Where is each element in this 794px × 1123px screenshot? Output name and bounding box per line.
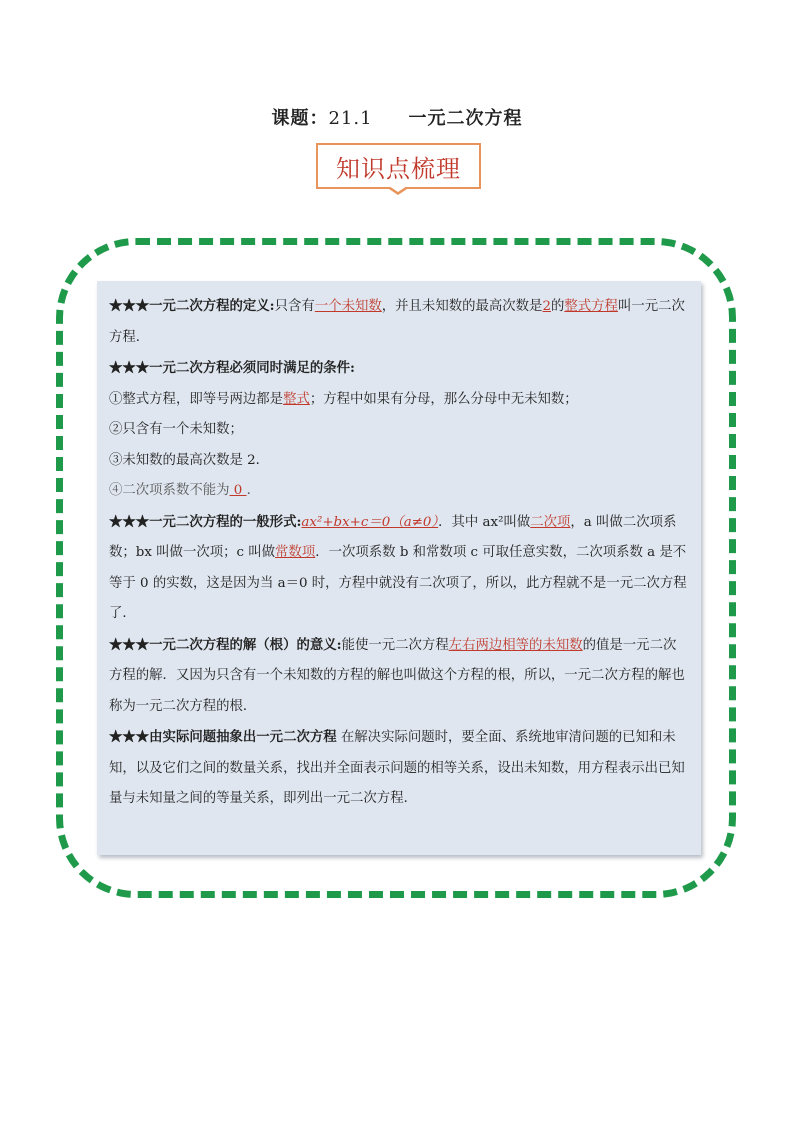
- answer-blank: 整式方程: [564, 299, 618, 314]
- conditions-heading-paragraph: [109, 353, 689, 385]
- condition-4: [109, 476, 689, 507]
- answer-blank: 整式: [283, 391, 310, 407]
- stars: ★★★: [109, 513, 150, 530]
- answer-blank: 左右两边相等的未知数: [448, 637, 583, 653]
- text: ．其中 ax²叫做: [438, 514, 531, 530]
- knowledge-panel: [97, 281, 701, 855]
- title-name: 一元二次方程: [408, 108, 523, 129]
- text: 在解决实际问题时，要全面、系统地审清问题的已知和未知，以及它们之间的数量关系，找出并全面表示问题的相等关系，设出未知数，用方程表示出已知量与未知量之间的等量关系，即列出一元二次方程．: [109, 730, 685, 806]
- answer-blank: 2: [542, 299, 551, 314]
- text: ，a 叫做二次项系数；bx 叫做一次项；c 叫做: [109, 514, 677, 560]
- definition-paragraph: [109, 291, 689, 353]
- title-number: 21.1: [328, 108, 373, 129]
- title-prefix: 课题：: [271, 108, 329, 129]
- answer-blank: 0: [229, 483, 247, 498]
- general-formula: ax²+bx+c＝0（a≠0）: [301, 514, 439, 530]
- text: ．一次项系数 b 和常数项 c 可取任意实数，二次项系数 a 是不等于 0 的实数，这是因为当 a＝0 时，方程中就没有二次项了，所以，此方程就不是一元二次方程了．: [109, 545, 687, 621]
- definition-heading: 一元二次方程的定义:: [149, 298, 275, 314]
- section-badge: [316, 143, 481, 189]
- answer-blank: 二次项: [530, 514, 571, 530]
- answer-blank: 常数项: [275, 545, 316, 560]
- text: ；方程中如果有分母，那么分母中无未知数；: [309, 391, 578, 407]
- answer-blank: 一个未知数: [314, 299, 382, 314]
- badge-notch-inner: [389, 186, 407, 192]
- text: ①整式方程，即等号两边都是: [109, 391, 284, 407]
- stars: ★★★: [109, 729, 150, 745]
- condition-3: ③未知数的最高次数是 2．: [109, 452, 270, 468]
- text: 能使一元二次方程: [341, 637, 449, 653]
- stars: ★★★: [109, 360, 150, 376]
- stars: ★★★: [109, 298, 150, 314]
- text: 的值是一元二次方程的解．又因为只含有一个未知数的方程的解也叫做这个方程的根，所以，一元二次方程的解也称为一元二次方程的根．: [109, 637, 685, 714]
- condition-2: ②只含有一个未知数；: [109, 422, 243, 437]
- general-form-paragraph: [109, 507, 689, 630]
- text: 只含有: [274, 299, 315, 314]
- abstract-paragraph: [109, 722, 689, 815]
- text: ，并且未知数的最高次数是: [381, 299, 543, 314]
- page-title: [0, 104, 794, 130]
- text: 叫一元二次方程．: [109, 299, 685, 345]
- solution-paragraph: [109, 630, 689, 723]
- abstract-heading: 由实际问题抽象出一元二次方程: [149, 729, 337, 745]
- text: ④二次项系数不能为: [109, 483, 230, 498]
- solution-heading: 一元二次方程的解（根）的意义:: [149, 636, 342, 653]
- stars: ★★★: [109, 636, 150, 653]
- general-form-heading: 一元二次方程的一般形式:: [149, 513, 302, 530]
- conditions-heading: 一元二次方程必须同时满足的条件:: [149, 360, 355, 376]
- text: 的: [550, 299, 565, 314]
- badge-label: 知识点梳理: [336, 154, 461, 183]
- condition-1: [109, 385, 689, 416]
- text: ．: [246, 483, 260, 498]
